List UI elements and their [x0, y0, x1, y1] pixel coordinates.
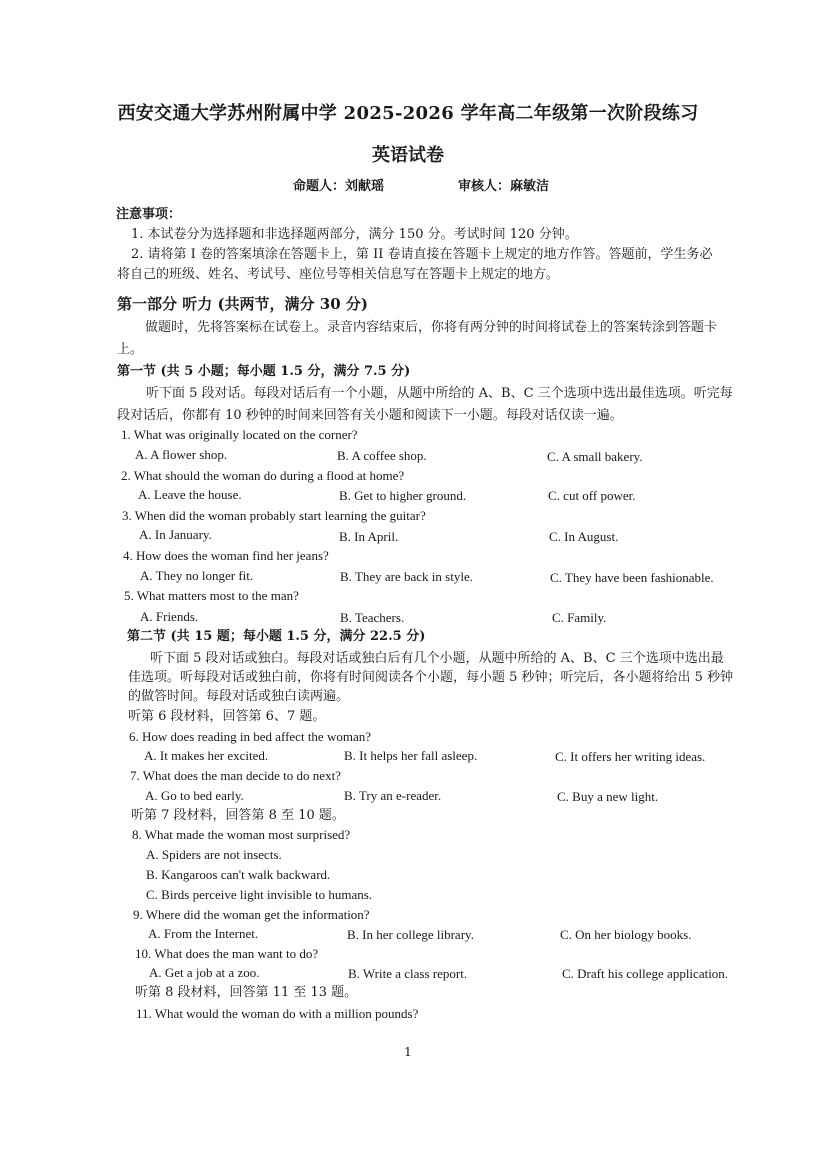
question-3: 3. When did the woman probably start learning the guitar? — [122, 508, 426, 523]
q10-option-b: B. Write a class report. — [348, 966, 468, 981]
q7-option-c: C. Buy a new light. — [557, 789, 659, 804]
exam-title: 西安交通大学苏州附属中学 2025-2026 学年高二年级第一次阶段练习 — [117, 103, 699, 124]
listen-material-8: 听第 8 段材料，回答第 11 至 13 题。 — [135, 985, 358, 1000]
question-2: 2. What should the woman do during a flood at home? — [121, 468, 405, 483]
notes-heading: 注意事项： — [116, 207, 182, 222]
reviewer-line: 审核人：麻敏洁 — [458, 179, 550, 194]
q8-option-c: C. Birds perceive light invisible to humans. — [146, 887, 373, 902]
q7-option-b: B. Try an e-reader. — [344, 788, 442, 803]
q7-option-a: A. Go to bed early. — [145, 788, 244, 803]
q3-option-a: A. In January. — [139, 527, 212, 542]
q1-option-a: A. A flower shop. — [135, 447, 228, 462]
q5-option-a: A. Friends. — [140, 609, 199, 624]
page-number: 1 — [404, 1045, 412, 1059]
q4-option-c: C. They have been fashionable. — [550, 570, 714, 585]
q6-option-a: A. It makes her excited. — [144, 748, 269, 763]
q1-option-b: B. A coffee shop. — [337, 448, 427, 463]
question-7: 7. What does the man decide to do next? — [130, 768, 341, 783]
q3-option-b: B. In April. — [339, 529, 399, 544]
question-9: 9. Where did the woman get the information? — [133, 907, 370, 922]
section2-intro-line1: 听下面 5 段对话或独白。每段对话或独白后有几个小题，从题中所给的 A、B、C 三个选项中选出最 — [150, 651, 724, 666]
notes-item-2-line1: 2. 请将第 I 卷的答案填涂在答题卡上，第 II 卷请直接在答题卡上规定的地方作答。答题前，学生务必 — [131, 247, 713, 262]
q2-option-a: A. Leave the house. — [138, 487, 242, 502]
q8-option-a: A. Spiders are not insects. — [146, 847, 282, 862]
q5-option-b: B. Teachers. — [340, 610, 405, 625]
question-1: 1. What was originally located on the corner? — [121, 427, 358, 442]
section1-intro-line1: 听下面 5 段对话。每段对话后有一个小题，从题中所给的 A、B、C 三个选项中选出最佳选项。听完每 — [146, 386, 733, 401]
q2-option-b: B. Get to higher ground. — [339, 488, 467, 503]
question-6: 6. How does reading in bed affect the woman? — [129, 729, 371, 744]
q2-option-c: C. cut off power. — [548, 488, 636, 503]
q10-option-c: C. Draft his college application. — [562, 966, 729, 981]
question-10: 10. What does the man want to do? — [135, 946, 319, 961]
notes-item-2-line2: 将自己的班级、姓名、考试号、座位号等相关信息写在答题卡上规定的地方。 — [117, 267, 560, 282]
part1-intro-line1: 做题时，先将答案标在试卷上。录音内容结束后，你将有两分钟的时间将试卷上的答案转涂到答题卡 — [145, 320, 718, 335]
q10-option-a: A. Get a job at a zoo. — [149, 965, 260, 980]
section1-heading: 第一节 (共 5 小题；每小题 1.5 分，满分 7.5 分) — [117, 364, 411, 379]
q9-option-a: A. From the Internet. — [148, 926, 259, 941]
question-8: 8. What made the woman most surprised? — [132, 827, 351, 842]
q4-option-a: A. They no longer fit. — [140, 568, 254, 583]
section1-intro-line2: 段对话后，你都有 10 秒钟的时间来回答有关小题和阅读下一小题。每段对话仅读一遍。 — [117, 408, 623, 423]
q1-option-c: C. A small bakery. — [547, 449, 643, 464]
question-5: 5. What matters most to the man? — [124, 588, 299, 603]
author-line: 命题人：刘献瑶 — [293, 179, 385, 194]
question-4: 4. How does the woman find her jeans? — [123, 548, 329, 563]
q5-option-c: C. Family. — [552, 610, 607, 625]
q8-option-b: B. Kangaroos can't walk backward. — [146, 867, 331, 882]
notes-item-1: 1. 本试卷分为选择题和非选择题两部分，满分 150 分。考试时间 120 分钟。 — [131, 227, 578, 242]
section2-heading: 第二节 (共 15 题；每小题 1.5 分，满分 22.5 分) — [127, 629, 426, 644]
q3-option-c: C. In August. — [549, 529, 619, 544]
listen-material-7: 听第 7 段材料，回答第 8 至 10 题。 — [131, 808, 345, 823]
q4-option-b: B. They are back in style. — [340, 569, 473, 584]
q6-option-c: C. It offers her writing ideas. — [555, 749, 706, 764]
q9-option-b: B. In her college library. — [347, 927, 474, 942]
question-11: 11. What would the woman do with a million pounds? — [136, 1006, 419, 1021]
section2-intro-line2: 佳选项。听每段对话或独白前，你将有时间阅读各个小题，每小题 5 秒钟；听完后，各小题将给出 5 秒钟 — [128, 670, 734, 685]
listen-material-6: 听第 6 段材料，回答第 6、7 题。 — [128, 709, 326, 724]
part1-intro-line2: 上。 — [117, 342, 144, 357]
exam-subtitle: 英语试卷 — [372, 145, 444, 166]
section2-intro-line3: 的做答时间。每段对话或独白读两遍。 — [128, 689, 350, 704]
q9-option-c: C. On her biology books. — [560, 927, 692, 942]
q6-option-b: B. It helps her fall asleep. — [344, 748, 478, 763]
part1-heading: 第一部分 听力 (共两节，满分 30 分) — [117, 295, 368, 313]
